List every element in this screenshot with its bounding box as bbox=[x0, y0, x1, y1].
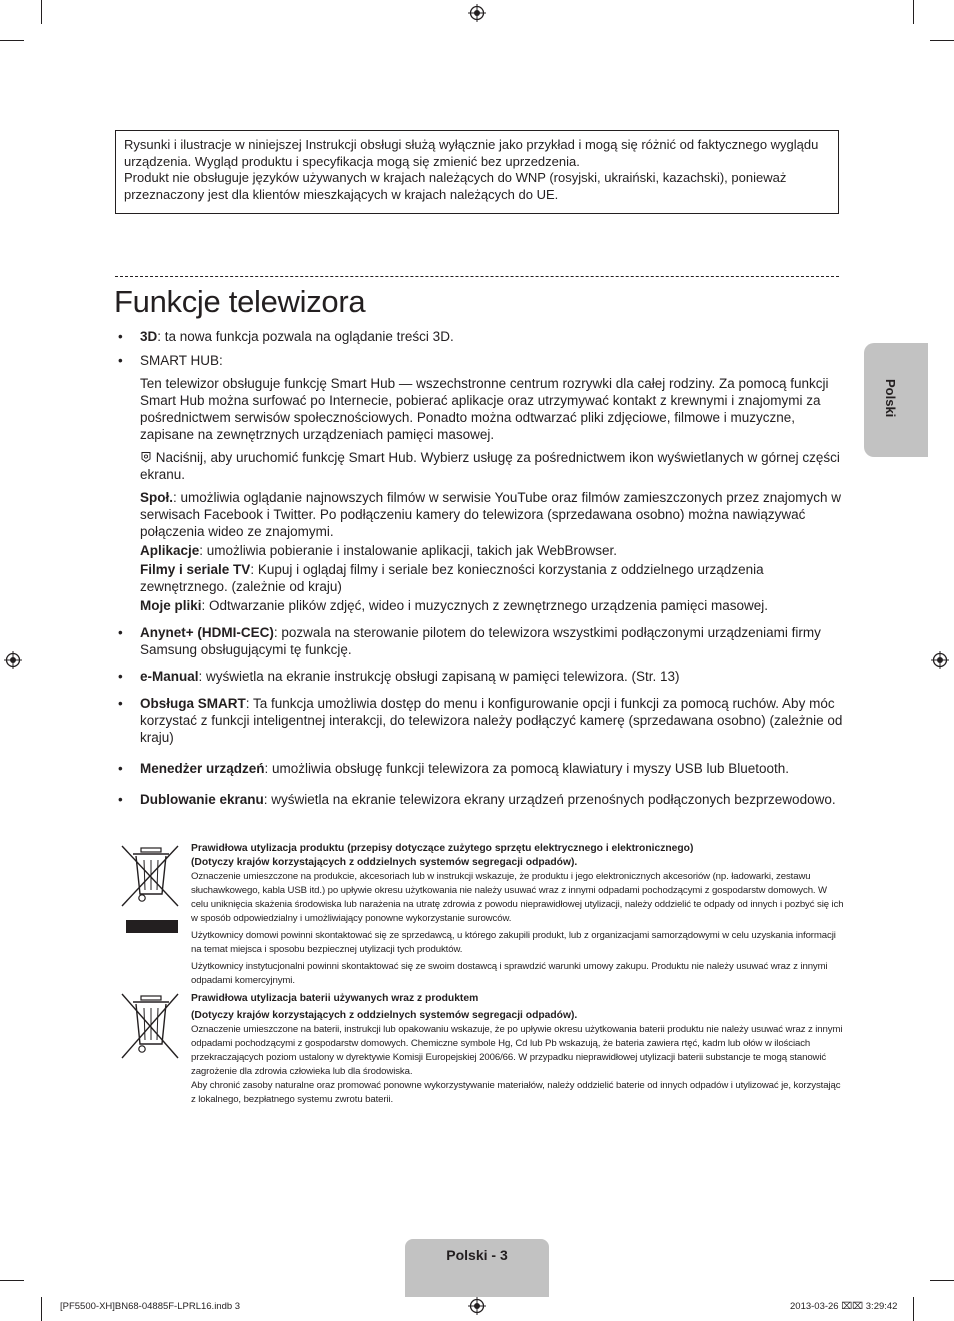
disposal-heading: Prawidłowa utylizacja baterii używanych wraz z produktem bbox=[191, 993, 479, 1004]
bullet: • bbox=[118, 625, 123, 640]
disclaimer-text: Rysunki i ilustracje w niniejszej Instrukcji obsługi służą wyłącznie jako przykład i mogą się różnić od faktycznego wyglądu urządzenia. Wygląd produktu i specyfikacja mogą się zmienić bez uprzedzenia. bbox=[124, 137, 819, 169]
feature-term: Aplikacje bbox=[140, 543, 200, 558]
feature-item-anynet bbox=[115, 624, 845, 658]
feature-item-smart-hub bbox=[115, 352, 845, 614]
feature-term: e-Manual bbox=[140, 669, 199, 684]
feature-term: Anynet+ (HDMI-CEC) bbox=[140, 625, 274, 640]
colon: : bbox=[219, 353, 223, 368]
disclaimer-box bbox=[115, 130, 839, 214]
registration-mark-icon bbox=[931, 651, 949, 669]
crop-mark bbox=[41, 0, 42, 24]
feature-description: : wyświetla na ekranie instrukcję obsługi zapisaną w pamięci telewizora. (Str. 13) bbox=[198, 669, 680, 684]
disposal-subheading: (Dotyczy krajów korzystających z oddzielnych systemów segregacji odpadów). bbox=[191, 1010, 578, 1021]
crop-mark bbox=[0, 40, 24, 41]
smart-hub-launch-note bbox=[140, 449, 845, 483]
print-slug-file: [PF5500-XH]BN68-04885F-LPRL16.indb 3 bbox=[60, 1301, 241, 1312]
feature-term: Dublowanie ekranu bbox=[140, 792, 264, 807]
feature-term: SMART HUB bbox=[140, 353, 220, 368]
language-tab-label: Polski bbox=[883, 379, 898, 418]
crop-mark bbox=[930, 40, 954, 41]
disposal-heading: Prawidłowa utylizacja produktu (przepisy dotyczące zużytego sprzętu elektrycznego i elektronicznego) bbox=[191, 843, 694, 854]
crop-mark bbox=[0, 1280, 24, 1281]
smart-hub-intro: Ten telewizor obsługuje funkcję Smart Hub — wszechstronne centrum rozrywki dla całej rodziny. Za pomocą funkcji Smart Hub można surfować po Internecie, pobierać aplikacje oraz utrzymywać kontakt z krewnymi i znajomymi za pośrednictwem serwisów społecznościowych. Ponadto można odtwarzać pliki zdjęciowe, filmowe i muzyczne, zapisane na zewnętrznych urządzeniach pamięci masowej. bbox=[140, 376, 829, 442]
feature-term: Społ. bbox=[140, 490, 173, 505]
page-number-tab bbox=[405, 1239, 549, 1297]
disposal-paragraph: Oznaczenie umieszczone na produkcie, akcesoriach lub w instrukcji wskazuje, że produktu i jego elektronicznych akcesoriów (np. ładowarki, zestawu słuchawkowego, kabla USB itd.) po upływie okresu użytkowania nie należy usuwać wraz z innymi odpadami pochodzącymi z gospodarstw domowych. W celu uniknięcia skażenia środowiska lub narażenia na utratę zdrowia z powodu nieprawidłowej utylizacji, należy oddzielić te odpady od innych i pozbyć się ich w sposób odpowiedzialny i umożliwiający ponowne wykorzystanie surowców. bbox=[191, 871, 844, 924]
feature-list bbox=[115, 328, 845, 808]
crop-mark bbox=[913, 0, 914, 24]
registration-mark-icon bbox=[468, 1297, 486, 1315]
crossed-bin-icon bbox=[120, 842, 180, 938]
feature-term: Obsługa SMART bbox=[140, 696, 246, 711]
feature-term: Moje pliki bbox=[140, 598, 202, 613]
product-disposal-notice bbox=[115, 842, 845, 988]
bullet: • bbox=[118, 792, 123, 807]
smart-hub-apps bbox=[140, 542, 845, 559]
smart-hub-button-icon bbox=[140, 451, 152, 463]
disposal-subheading: (Dotyczy krajów korzystających z oddzielnych systemów segregacji odpadów). bbox=[191, 857, 578, 868]
smart-hub-my-files bbox=[140, 597, 845, 614]
disposal-paragraph: Aby chronić zasoby naturalne oraz promować ponowne wykorzystywanie materiałów, należy oddzielić baterie od innych odpadów i utylizować je, korzystając z lokalnego, bezpłatnego systemu zwrotu baterii. bbox=[191, 1080, 841, 1105]
bullet: • bbox=[118, 353, 123, 368]
bullet: • bbox=[118, 761, 123, 776]
smart-hub-films bbox=[140, 561, 845, 595]
feature-item-emanual bbox=[115, 668, 845, 685]
feature-description: : wyświetla na ekranie telewizora ekrany urządzeń przenośnych podłączonych bezprzewodowo. bbox=[263, 792, 836, 807]
crop-mark bbox=[41, 1297, 42, 1321]
language-side-tab bbox=[864, 343, 928, 457]
smart-hub-social bbox=[140, 489, 845, 540]
language-support-note: Produkt nie obsługuje języków używanych w krajach należących do WNP (rosyjski, ukraiński, kazachski), ponieważ przeznaczony jest dla klientów mieszkających w krajach należących do UE. bbox=[124, 170, 787, 202]
feature-item-3d bbox=[115, 328, 845, 345]
crossed-bin-icon bbox=[120, 992, 180, 1064]
feature-item-device-manager bbox=[115, 760, 845, 777]
feature-description: : Ta funkcja umożliwia dostęp do menu i konfigurowanie opcji i funkcji za pomocą ruchów. Aby móc korzystać z funkcji inteligentnej interakcji, do telewizora należy podłączyć kamerę (sprzedawana osobno) (zależnie od kraju) bbox=[140, 696, 843, 745]
feature-description: : ta nowa funkcja pozwala na oglądanie treści 3D. bbox=[157, 329, 454, 344]
disposal-notices bbox=[115, 842, 845, 1107]
crop-mark bbox=[930, 1280, 954, 1281]
feature-item-screen-mirroring bbox=[115, 791, 845, 808]
registration-mark-icon bbox=[4, 651, 22, 669]
feature-description: : pozwala na sterowanie pilotem do telewizora wszystkimi podłączonymi urządzeniami firmy Samsung obsługującymi tę funkcję. bbox=[140, 625, 821, 657]
disposal-paragraph: Oznaczenie umieszczone na baterii, instrukcji lub opakowaniu wskazuje, że po upływie okresu użytkowania baterii produktu nie należy usuwać wraz z innymi odpadami pochodzącymi z gospodarstw domowych. Chemiczne symbole Hg, Cd lub Pb wskazują, że bateria zawiera rtęć, kadm lub ołów w ilościach przekraczających poziom ustalony w dyrektywie Komisji Europejskiej 2006/66. W przypadku nieprawidłowej utylizacji baterii substancje te mogą stanowić zagrożenie dla zdrowia człowieka lub dla środowiska. bbox=[191, 1024, 843, 1077]
feature-description: : Odtwarzanie plików zdjęć, wideo i muzycznych z zewnętrznego urządzenia pamięci masowej. bbox=[201, 598, 769, 613]
feature-description: : Kupuj i oglądaj filmy i seriale bez konieczności korzystania z oddzielnego urządzenia zewnętrznego. (zależnie od kraju) bbox=[140, 562, 764, 594]
bullet: • bbox=[118, 696, 123, 711]
feature-description: : umożliwia oglądanie najnowszych filmów w serwisie YouTube oraz filmów zamieszczonych przez znajomych w serwisach Facebook i Twitter. Po podłączeniu kamery do telewizora (sprzedawana osobno) można nawiązywać połączenia wideo ze znajomymi. bbox=[140, 490, 842, 539]
battery-disposal-notice bbox=[115, 992, 845, 1107]
disposal-paragraph: Użytkownicy instytucjonalni powinni skontaktować się ze swoim dostawcą i sprawdzić warunki umowy zakupu. Produktu nie należy usuwać wraz z innymi odpadami komercyjnymi. bbox=[191, 961, 828, 986]
page-number: Polski - 3 bbox=[446, 1247, 508, 1263]
feature-description: : umożliwia obsługę funkcji telewizora za pomocą klawiatury i myszy USB lub Bluetooth. bbox=[264, 761, 790, 776]
page-title: Funkcje telewizora bbox=[114, 284, 366, 319]
feature-term: 3D bbox=[140, 329, 158, 344]
feature-term: Filmy i seriale TV bbox=[140, 562, 251, 577]
print-slug-date: 2013-03-26 ⌧⌧ 3:29:42 bbox=[790, 1301, 898, 1312]
feature-description: : umożliwia pobieranie i instalowanie aplikacji, takich jak WebBrowser. bbox=[199, 543, 617, 558]
feature-term: Menedżer urządzeń bbox=[140, 761, 265, 776]
smart-hub-launch-text: Naciśnij, aby uruchomić funkcję Smart Hub. Wybierz usługę za pośrednictwem ikon wyświetlanych w górnej części ekranu. bbox=[140, 450, 840, 482]
feature-item-smart-control bbox=[115, 695, 845, 746]
crop-mark bbox=[913, 1297, 914, 1321]
section-divider bbox=[115, 276, 839, 277]
bullet: • bbox=[118, 329, 123, 344]
disposal-paragraph: Użytkownicy domowi powinni skontaktować się ze sprzedawcą, u którego zakupili produkt, lub z organizacjami samorządowymi w celu uzyskania informacji na temat miejsca i sposobu bezpiecznej utylizacji tych produktów. bbox=[191, 930, 836, 955]
registration-mark-icon bbox=[468, 4, 486, 22]
bullet: • bbox=[118, 669, 123, 684]
